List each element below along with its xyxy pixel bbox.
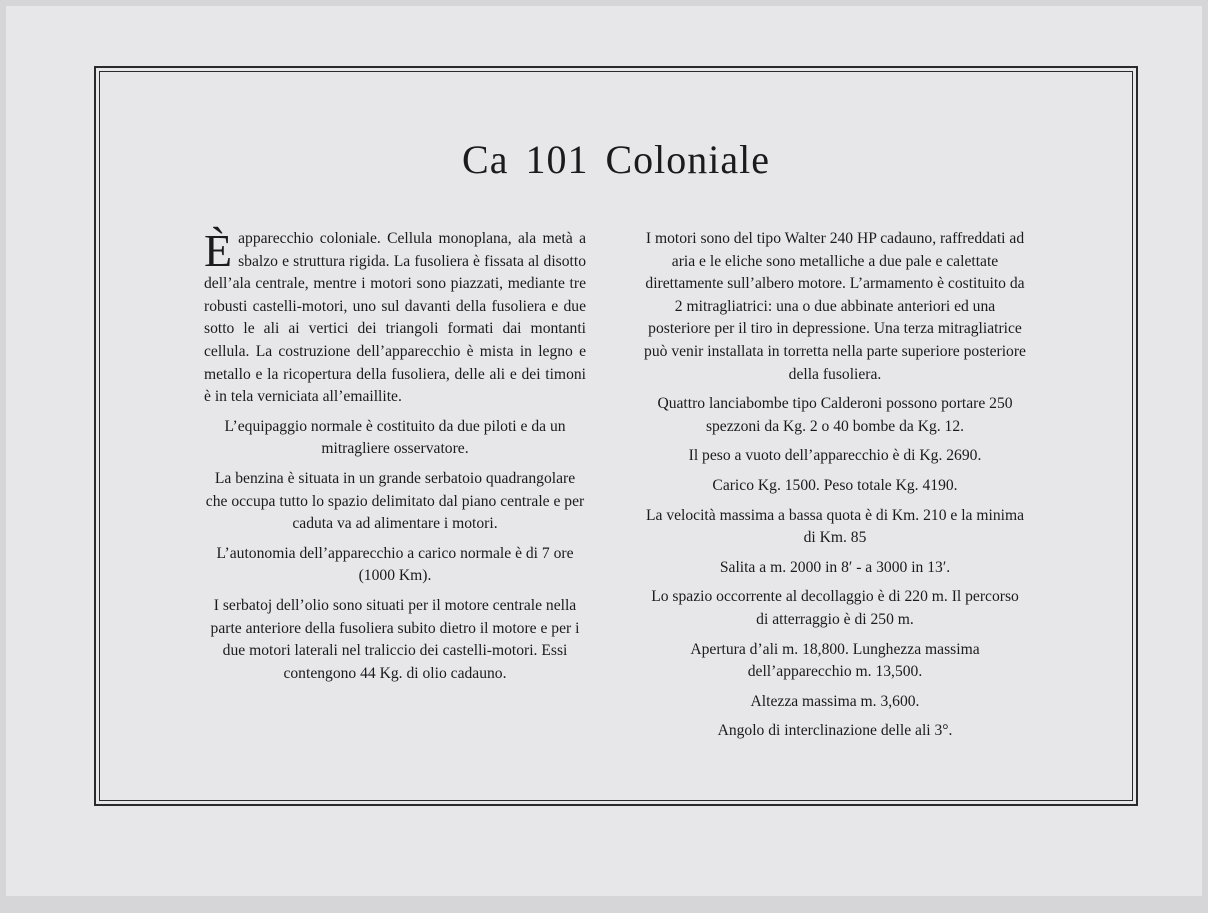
page-title: Ca 101 Coloniale xyxy=(462,137,770,182)
paragraph-height: Altezza massima m. 3,600. xyxy=(750,692,920,710)
document-page xyxy=(6,6,1202,896)
paragraph-speed: La velocità massima a bassa quota è di Km. 210 e la minima di Km. 85 xyxy=(645,506,1025,547)
paragraph-wing-angle: Angolo di interclinazione delle ali 3°. xyxy=(717,722,953,740)
drop-cap: È xyxy=(204,225,233,276)
paragraph-wingspan: Apertura d’ali m. 18,800. Lunghezza massima dell’apparecchio m. 13,500. xyxy=(690,640,980,681)
paragraph-engines: I motori sono del tipo Walter 240 HP cadauno, raffreddati ad aria e le eliche sono metalliche a due pale e calettate direttamente sull’albero motore. L’armamento è costituito da 2 mitragliatrici: una o due abbinate anteriori ed una posteriore per il tiro in depressione. Una terza mitragliatrice può venir installata in torretta nella parte superiore posteriore della fusoliera. xyxy=(644,230,1026,383)
paragraph-bombs: Quattro lanciabombe tipo Calderoni possono portare 250 spezzoni da Kg. 2 o 40 bombe da Kg. 12. xyxy=(657,395,1013,435)
right-text-column xyxy=(644,228,1026,750)
paragraph-intro xyxy=(204,225,586,409)
paragraph-fuel-tank: La benzina è situata in un grande serbatoio quadrangolare che occupa tutto lo spazio delimitato dal piano centrale e per caduta va ad alimentare i motori. xyxy=(205,469,585,533)
paragraph-climb: Salita a m. 2000 in 8′ - a 3000 in 13′. xyxy=(719,558,951,576)
paragraph-autonomy: L’autonomia dell’apparecchio a carico normale è di 7 ore (1000 Km). xyxy=(216,544,574,585)
paragraph-empty-weight: Il peso a vuoto dell’apparecchio è di Kg. 2690. xyxy=(688,447,982,465)
paragraph-oil-tanks: I serbatoj dell’olio sono situati per il motore centrale nella parte anteriore della fusoliera subito dietro il motore e per i due motori laterali nel traliccio dei castelli-motori. Essi contengono 44 Kg. di olio cadauno. xyxy=(210,596,580,682)
paragraph-takeoff: Lo spazio occorrente al decollaggio è di 220 m. Il percorso di atterraggio è di 250 m. xyxy=(651,588,1019,628)
paragraph-crew: L’equipaggio normale è costituito da due piloti e da un mitragliere osservatore. xyxy=(224,417,566,458)
paragraph-intro-text: apparecchio coloniale. Cellula monoplana, ala metà a sbalzo e struttura rigida. La fusoliera è fissata al disotto dell’ala centrale, mentre i motori sono piazzati, mediante tre robusti castelli-motori, uno sul davanti della fusoliera e due sotto le ali ai vertici dei triangoli formati dai montanti cellula. La costruzione dell’apparecchio è mista in legno e metallo e la ricopertura della fusoliera, delle ali e dei timoni è in tela verniciata all’emaillite. xyxy=(204,230,586,406)
paragraph-load: Carico Kg. 1500. Peso totale Kg. 4190. xyxy=(712,476,958,494)
page-border-frame xyxy=(94,66,1138,806)
left-text-column xyxy=(204,225,586,692)
